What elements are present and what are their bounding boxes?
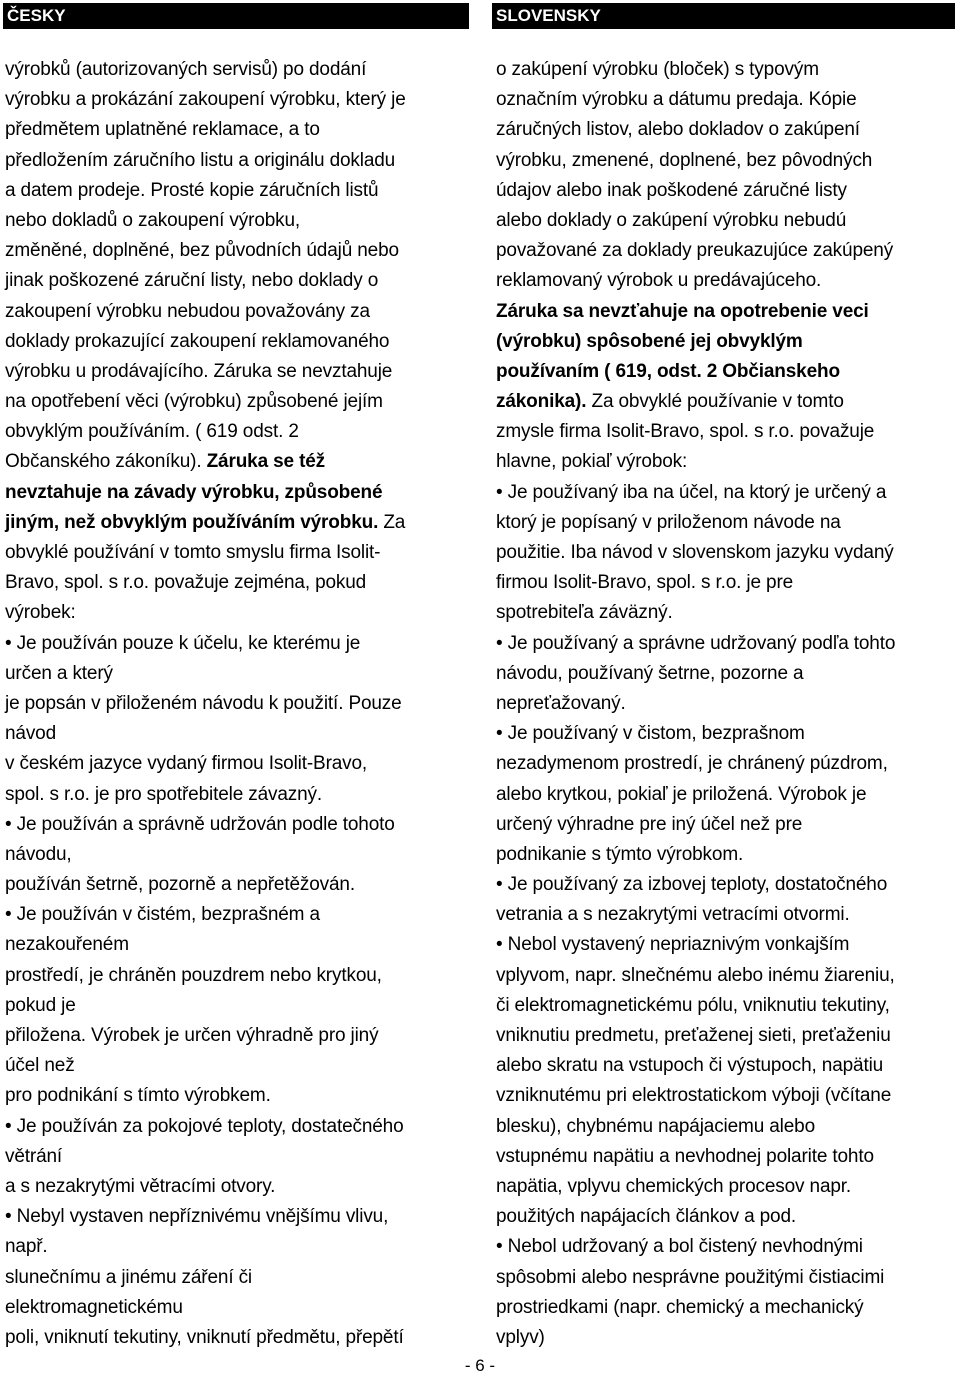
bold-text-segment: zákonika). bbox=[496, 391, 587, 413]
text-line bbox=[5, 447, 469, 477]
text-segment: Za bbox=[378, 511, 406, 533]
text-segment: např. bbox=[5, 1236, 48, 1258]
text-line bbox=[496, 1263, 955, 1293]
text-line bbox=[5, 961, 469, 991]
text-segment: pro podnikání s tímto výrobkem. bbox=[5, 1085, 271, 1107]
text-segment: či elektromagnetickému pólu, vniknutiu tekutiny, bbox=[496, 994, 890, 1016]
text-segment: Bravo, spol. s r.o. považuje zejména, pokud bbox=[5, 572, 367, 594]
text-line bbox=[5, 387, 469, 417]
text-line bbox=[496, 749, 955, 779]
text-segment: údajov alebo inak poškodené záručné listy bbox=[496, 179, 847, 201]
text-segment: napätia, vplyvu chemických procesov napr. bbox=[496, 1175, 852, 1197]
text-segment: o zakúpení výrobku (bloček) s typovým bbox=[496, 59, 819, 80]
text-line bbox=[496, 1112, 955, 1142]
text-line bbox=[5, 1293, 469, 1323]
text-segment: nepreťažovaný. bbox=[496, 692, 626, 714]
text-segment: • Nebyl vystaven nepříznivému vnějšímu vlivu, bbox=[5, 1206, 389, 1228]
text-line bbox=[496, 146, 955, 176]
text-segment: firmou Isolit-Bravo, spol. s r.o. je pre bbox=[496, 572, 794, 594]
text-segment: • Je používán pouze k účelu, ke kterému je bbox=[5, 632, 361, 654]
bold-text-segment: používaním ( 619, odst. 2 Občianskeho bbox=[496, 360, 840, 382]
text-segment: a s nezakrytými větracími otvory. bbox=[5, 1175, 276, 1197]
text-line bbox=[496, 1293, 955, 1323]
text-segment: • Je používaný a správne udržovaný podľa tohto bbox=[496, 632, 896, 654]
text-segment: na opotřebení věci (výrobku) způsobené jejím bbox=[5, 391, 383, 413]
text-segment: záručných listov, alebo dokladov o zakúpení bbox=[496, 119, 860, 141]
text-segment: obvyklým používáním. ( 619 odst. 2 bbox=[5, 421, 299, 443]
text-segment: spotrebiteľa záväzný. bbox=[496, 602, 673, 624]
text-line bbox=[5, 810, 469, 840]
text-segment: • Je používán v čistém, bezprašném a bbox=[5, 904, 320, 926]
text-segment: a datem prodeje. Prosté kopie záručních listů bbox=[5, 179, 379, 201]
text-line bbox=[5, 357, 469, 387]
text-segment: nezakouřeném bbox=[5, 934, 129, 956]
text-segment: vplyvom, napr. slnečnému alebo inému žiareniu, bbox=[496, 964, 895, 986]
text-line bbox=[5, 930, 469, 960]
text-segment: návod bbox=[5, 723, 57, 745]
text-line bbox=[496, 1323, 955, 1353]
text-segment: určený výhradne pre iný účel než pre bbox=[496, 813, 803, 835]
text-segment: prostriedkami (napr. chemický a mechanický bbox=[496, 1296, 864, 1318]
text-segment: nebo dokladů o zakoupení výrobku, bbox=[5, 209, 301, 231]
text-line bbox=[5, 146, 469, 176]
text-line bbox=[5, 115, 469, 145]
text-segment: předmětem uplatněné reklamace, a to bbox=[5, 119, 320, 141]
text-line bbox=[496, 930, 955, 960]
text-segment: je popsán v přiloženém návodu k použití. Pouze bbox=[5, 692, 402, 714]
text-segment: poli, vniknutí tekutiny, vniknutí předmětu, přepětí bbox=[5, 1326, 404, 1348]
text-segment: výrobků (autorizovaných servisů) po dodání bbox=[5, 59, 367, 80]
text-line bbox=[5, 417, 469, 447]
text-line bbox=[496, 176, 955, 206]
text-line bbox=[496, 780, 955, 810]
text-segment: alebo krytkou, pokiaľ je priložená. Výrobok je bbox=[496, 783, 867, 805]
text-line bbox=[5, 749, 469, 779]
text-segment: blesku), chybnému napájaciemu alebo bbox=[496, 1115, 816, 1137]
text-segment: předložením záručního listu a originálu dokladu bbox=[5, 149, 396, 171]
text-line bbox=[5, 1112, 469, 1142]
text-segment: vzniknutému pri elektrostatickom výboji (včítane bbox=[496, 1085, 892, 1107]
text-segment: alebo doklady o zakúpení výrobku nebudú bbox=[496, 209, 847, 231]
text-line bbox=[5, 629, 469, 659]
text-line bbox=[496, 85, 955, 115]
text-line bbox=[496, 1081, 955, 1111]
text-line bbox=[5, 840, 469, 870]
text-line bbox=[496, 568, 955, 598]
text-line bbox=[5, 689, 469, 719]
text-segment: účel než bbox=[5, 1055, 75, 1077]
text-segment: • Je používaný za izbovej teploty, dostatočného bbox=[496, 874, 888, 896]
text-line bbox=[496, 629, 955, 659]
column-slovak bbox=[492, 0, 955, 1353]
text-segment: obvyklé používání v tomto smyslu firma Isolit- bbox=[5, 542, 381, 563]
text-segment: v českém jazyce vydaný firmou Isolit-Bravo, bbox=[5, 753, 368, 775]
text-line bbox=[5, 297, 469, 327]
text-segment: určen a který bbox=[5, 662, 113, 684]
text-line bbox=[496, 1232, 955, 1262]
text-segment: nezadymenom prostredí, je chránený púzdrom, bbox=[496, 753, 888, 775]
text-line bbox=[496, 1142, 955, 1172]
text-segment: hlavne, pokiaľ výrobok: bbox=[496, 451, 688, 473]
text-line bbox=[5, 1202, 469, 1232]
text-line bbox=[496, 236, 955, 266]
text-segment: elektromagnetickému bbox=[5, 1296, 183, 1318]
text-segment: přiložena. Výrobek je určen výhradně pro jiný bbox=[5, 1025, 379, 1046]
text-line bbox=[5, 478, 469, 508]
text-segment: zakoupení výrobku nebudou považovány za bbox=[5, 300, 370, 322]
section-header-slovak: SLOVENSKY bbox=[492, 3, 955, 29]
text-line bbox=[5, 266, 469, 296]
text-segment: spôsobmi alebo nesprávne použitými čistiacimi bbox=[496, 1266, 885, 1288]
text-line bbox=[496, 266, 955, 296]
text-line bbox=[5, 1172, 469, 1202]
text-line bbox=[5, 659, 469, 689]
text-line bbox=[496, 327, 955, 357]
page-number: - 6 - bbox=[464, 1356, 496, 1375]
bold-text-segment: Záruka sa nevzťahuje na opotrebenie veci bbox=[496, 300, 869, 322]
text-line bbox=[5, 85, 469, 115]
text-segment: zmysle firma Isolit-Bravo, spol. s r.o. považuje bbox=[496, 421, 875, 443]
text-line bbox=[496, 508, 955, 538]
text-segment: • Je používán a správně udržován podle tohoto bbox=[5, 813, 395, 835]
text-line bbox=[496, 417, 955, 447]
text-line bbox=[496, 719, 955, 749]
text-segment: • Nebol udržovaný a bol čistený nevhodnými bbox=[496, 1236, 863, 1258]
text-line bbox=[496, 478, 955, 508]
text-line bbox=[496, 538, 955, 568]
text-line bbox=[496, 1172, 955, 1202]
text-line bbox=[5, 900, 469, 930]
text-segment: vstupnému napätiu a nevhodnej polarite tohto bbox=[496, 1145, 874, 1167]
text-line bbox=[496, 991, 955, 1021]
text-line bbox=[496, 1202, 955, 1232]
text-segment: použitie. Iba návod v slovenskom jazyku vydaný bbox=[496, 542, 894, 563]
text-line bbox=[496, 1021, 955, 1051]
text-line bbox=[5, 568, 469, 598]
text-line bbox=[5, 1021, 469, 1051]
text-segment: pokud je bbox=[5, 994, 76, 1016]
text-line bbox=[496, 598, 955, 628]
text-segment: • Je používaný v čistom, bezprašnom bbox=[496, 723, 805, 745]
text-line bbox=[496, 840, 955, 870]
text-line bbox=[5, 1051, 469, 1081]
text-segment: • Nebol vystavený nepriaznivým vonkajším bbox=[496, 934, 850, 956]
text-segment: návodu, používaný šetrne, pozorne a bbox=[496, 662, 804, 684]
text-line bbox=[496, 297, 955, 327]
text-segment: • Je používán za pokojové teploty, dostatečného bbox=[5, 1115, 404, 1137]
body-text-slovak bbox=[492, 55, 955, 1353]
text-segment: Za obvyklé používanie v tomto bbox=[586, 391, 844, 413]
text-line bbox=[496, 206, 955, 236]
text-segment: ktorý je popísaný v priloženom návode na bbox=[496, 511, 841, 533]
text-line bbox=[5, 991, 469, 1021]
text-line bbox=[5, 327, 469, 357]
text-segment: prostředí, je chráněn pouzdrem nebo krytkou, bbox=[5, 964, 382, 986]
text-line bbox=[5, 1323, 469, 1353]
text-line bbox=[496, 689, 955, 719]
text-line bbox=[5, 719, 469, 749]
text-segment: reklamovaný výrobok u predávajúceho. bbox=[496, 270, 822, 292]
text-line bbox=[496, 1051, 955, 1081]
text-line bbox=[5, 1142, 469, 1172]
text-segment: • Je používaný iba na účel, na ktorý je určený a bbox=[496, 481, 887, 503]
text-line bbox=[5, 1263, 469, 1293]
bold-text-segment: jiným, než obvyklým používáním výrobku. bbox=[5, 511, 379, 533]
text-segment: jinak poškozené záruční listy, nebo doklady o bbox=[5, 270, 379, 292]
section-header-czech: ČESKY bbox=[3, 3, 469, 29]
text-segment: větrání bbox=[5, 1145, 63, 1167]
text-line bbox=[496, 357, 955, 387]
text-segment: výrobek: bbox=[5, 602, 76, 624]
column-czech bbox=[3, 0, 469, 1353]
text-segment: výrobku a prokázání zakoupení výrobku, který je bbox=[5, 89, 406, 111]
text-segment: označním výrobku a dátumu predaja. Kópie bbox=[496, 89, 857, 111]
text-line bbox=[496, 659, 955, 689]
text-segment: změněné, doplněné, bez původních údajů nebo bbox=[5, 240, 399, 262]
text-line bbox=[5, 55, 469, 85]
text-segment: doklady prokazující zakoupení reklamovaného bbox=[5, 330, 390, 352]
text-segment: Občanského zákoníku). bbox=[5, 451, 207, 473]
bold-text-segment: Záruka se též bbox=[206, 451, 326, 473]
bold-text-segment: nevztahuje na závady výrobku, způsobené bbox=[5, 481, 383, 503]
text-line bbox=[5, 1232, 469, 1262]
text-line bbox=[496, 900, 955, 930]
bold-text-segment: (výrobku) spôsobené jej obvyklým bbox=[496, 330, 803, 352]
text-line bbox=[496, 387, 955, 417]
body-text-czech bbox=[3, 55, 469, 1353]
text-line bbox=[496, 810, 955, 840]
text-segment: používán šetrně, pozorně a nepřetěžován. bbox=[5, 874, 355, 896]
text-segment: výrobku, zmenené, doplnené, bez pôvodných bbox=[496, 149, 873, 171]
text-segment: slunečnímu a jinému záření či bbox=[5, 1266, 252, 1288]
text-line bbox=[5, 236, 469, 266]
text-line bbox=[5, 870, 469, 900]
text-segment: vniknutiu predmetu, preťaženej sieti, preťaženiu bbox=[496, 1025, 891, 1046]
text-segment: výrobku u prodávajícího. Záruka se nevztahuje bbox=[5, 360, 393, 382]
text-line bbox=[5, 598, 469, 628]
text-segment: alebo skratu na vstupoch či výstupoch, napätiu bbox=[496, 1055, 884, 1077]
text-line bbox=[5, 538, 469, 568]
text-line bbox=[496, 115, 955, 145]
text-line bbox=[496, 447, 955, 477]
text-line bbox=[496, 961, 955, 991]
text-line bbox=[496, 870, 955, 900]
text-segment: vetrania a s nezakrytými vetracími otvormi. bbox=[496, 904, 850, 926]
text-line bbox=[5, 206, 469, 236]
text-line bbox=[5, 508, 469, 538]
text-line bbox=[5, 780, 469, 810]
text-line bbox=[5, 176, 469, 206]
text-line bbox=[5, 1081, 469, 1111]
text-segment: považované za doklady preukazujúce zakúpený bbox=[496, 240, 894, 262]
text-segment: podnikanie s týmto výrobkom. bbox=[496, 843, 744, 865]
text-line bbox=[496, 55, 955, 85]
text-segment: spol. s r.o. je pro spotřebitele závazný. bbox=[5, 783, 323, 805]
text-segment: vplyv) bbox=[496, 1326, 545, 1348]
text-segment: návodu, bbox=[5, 843, 72, 865]
text-segment: použitých napájacích článkov a pod. bbox=[496, 1206, 797, 1228]
